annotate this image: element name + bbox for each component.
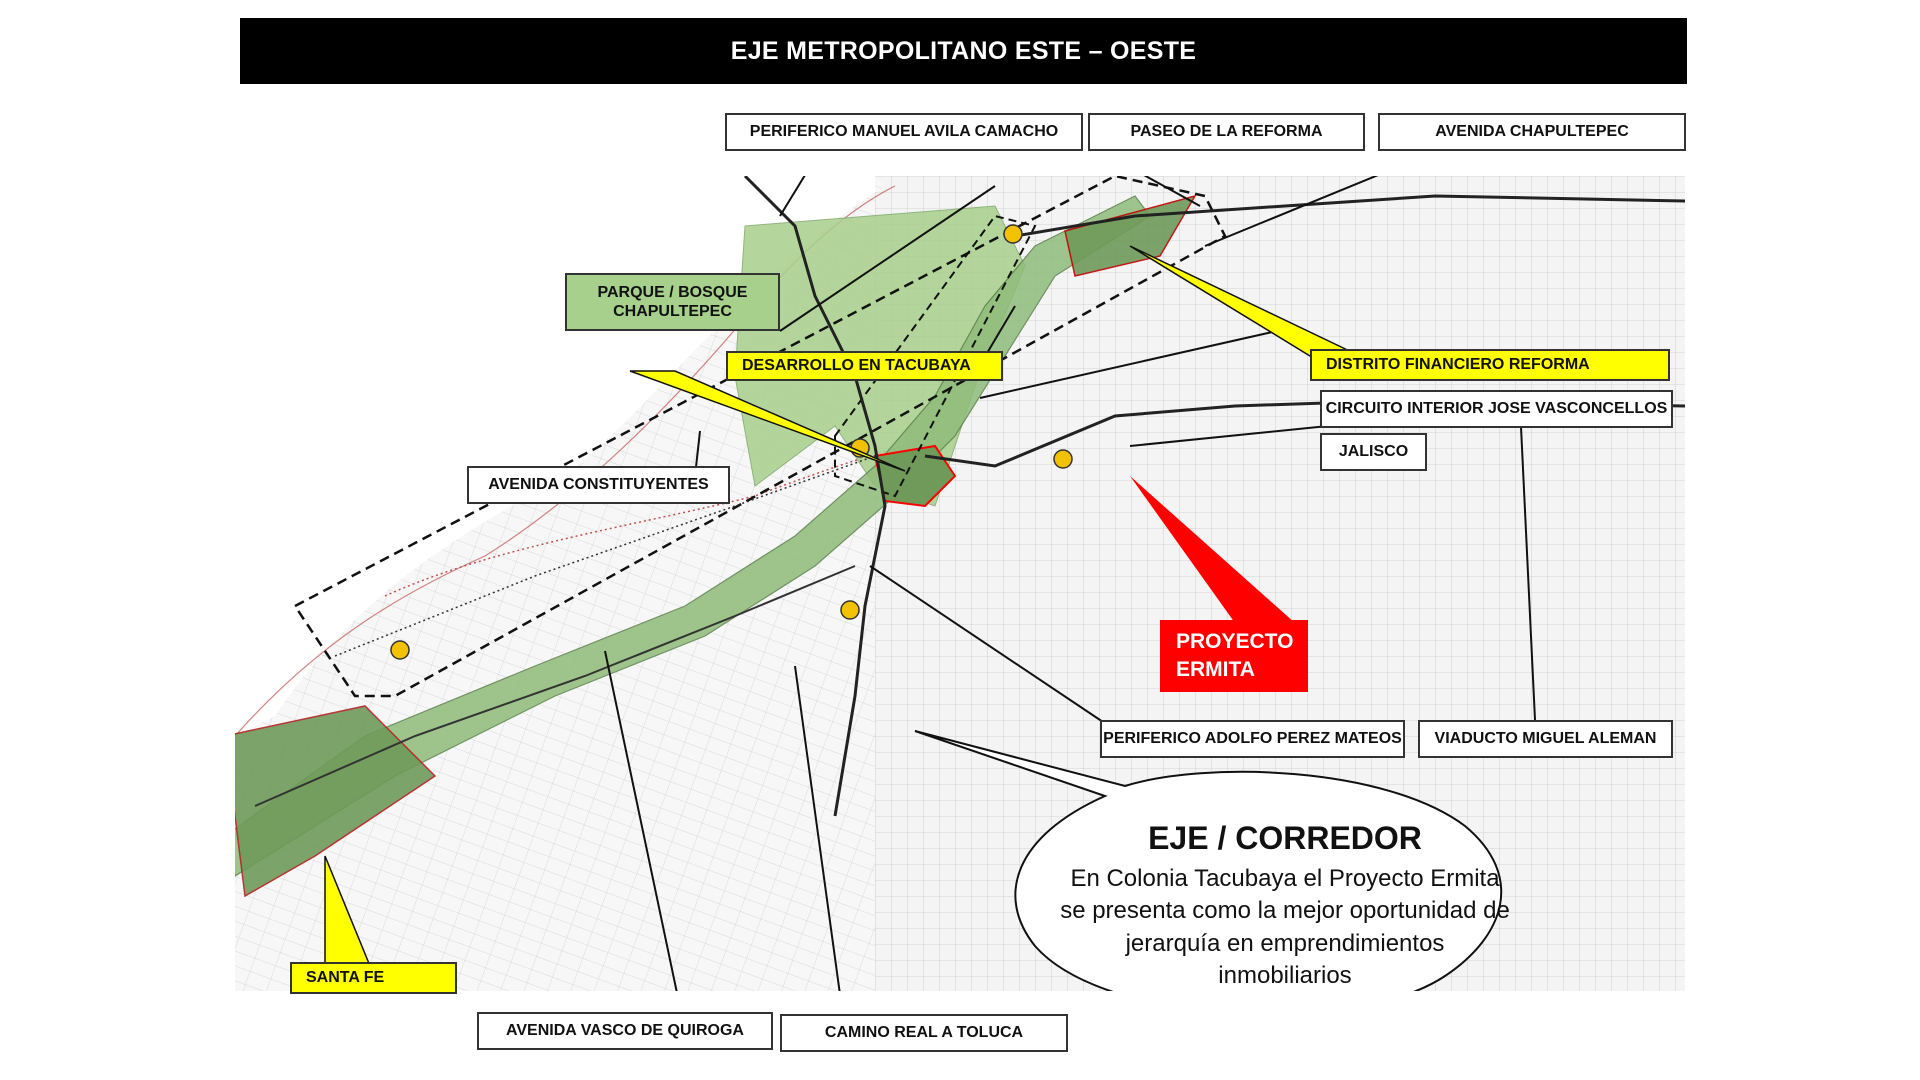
station-east (1054, 450, 1072, 468)
label-periferico-avila-camacho: PERIFERICO MANUEL AVILA CAMACHO (725, 113, 1083, 151)
label-viaducto: VIADUCTO MIGUEL ALEMAN (1418, 720, 1673, 758)
ermita-line-2: ERMITA (1176, 658, 1255, 682)
label-paseo-reforma: PASEO DE LA REFORMA (1088, 113, 1365, 151)
map-title: EJE METROPOLITANO ESTE – OESTE (730, 36, 1197, 65)
label-jalisco: JALISCO (1320, 433, 1427, 471)
callout-text (1060, 820, 1510, 993)
title-bar (240, 18, 1687, 84)
label-vasco-quiroga: AVENIDA VASCO DE QUIROGA (477, 1012, 773, 1050)
label-desarrollo-tacubaya: DESARROLLO EN TACUBAYA (726, 351, 1003, 381)
ermita-line-1: PROYECTO (1176, 630, 1294, 653)
callout-title: EJE / CORREDOR (1148, 820, 1422, 856)
label-parque-chapultepec: PARQUE / BOSQUE CHAPULTEPEC (565, 273, 780, 331)
label-santa-fe: SANTA FE (290, 962, 457, 994)
label-circuito-interior: CIRCUITO INTERIOR JOSE VASCONCELLOS (1320, 390, 1673, 428)
label-periferico-lopez-mateos: PERIFERICO ADOLFO PEREZ MATEOS (1100, 720, 1405, 758)
label-avenida-constituyentes: AVENIDA CONSTITUYENTES (467, 466, 730, 504)
station-santa-fe (391, 641, 409, 659)
station-south (841, 601, 859, 619)
station-reforma (1004, 225, 1022, 243)
label-avenida-chapultepec: AVENIDA CHAPULTEPEC (1378, 113, 1686, 151)
label-proyecto-ermita (1160, 620, 1308, 692)
callout-body: En Colonia Tacubaya el Proyecto Ermita se presenta como la mejor oportunidad de jerarquía en emprendimientos inmobiliarios (1060, 865, 1510, 990)
label-camino-real: CAMINO REAL A TOLUCA (780, 1014, 1068, 1052)
label-distrito-financiero: DISTRITO FINANCIERO REFORMA (1310, 349, 1670, 381)
